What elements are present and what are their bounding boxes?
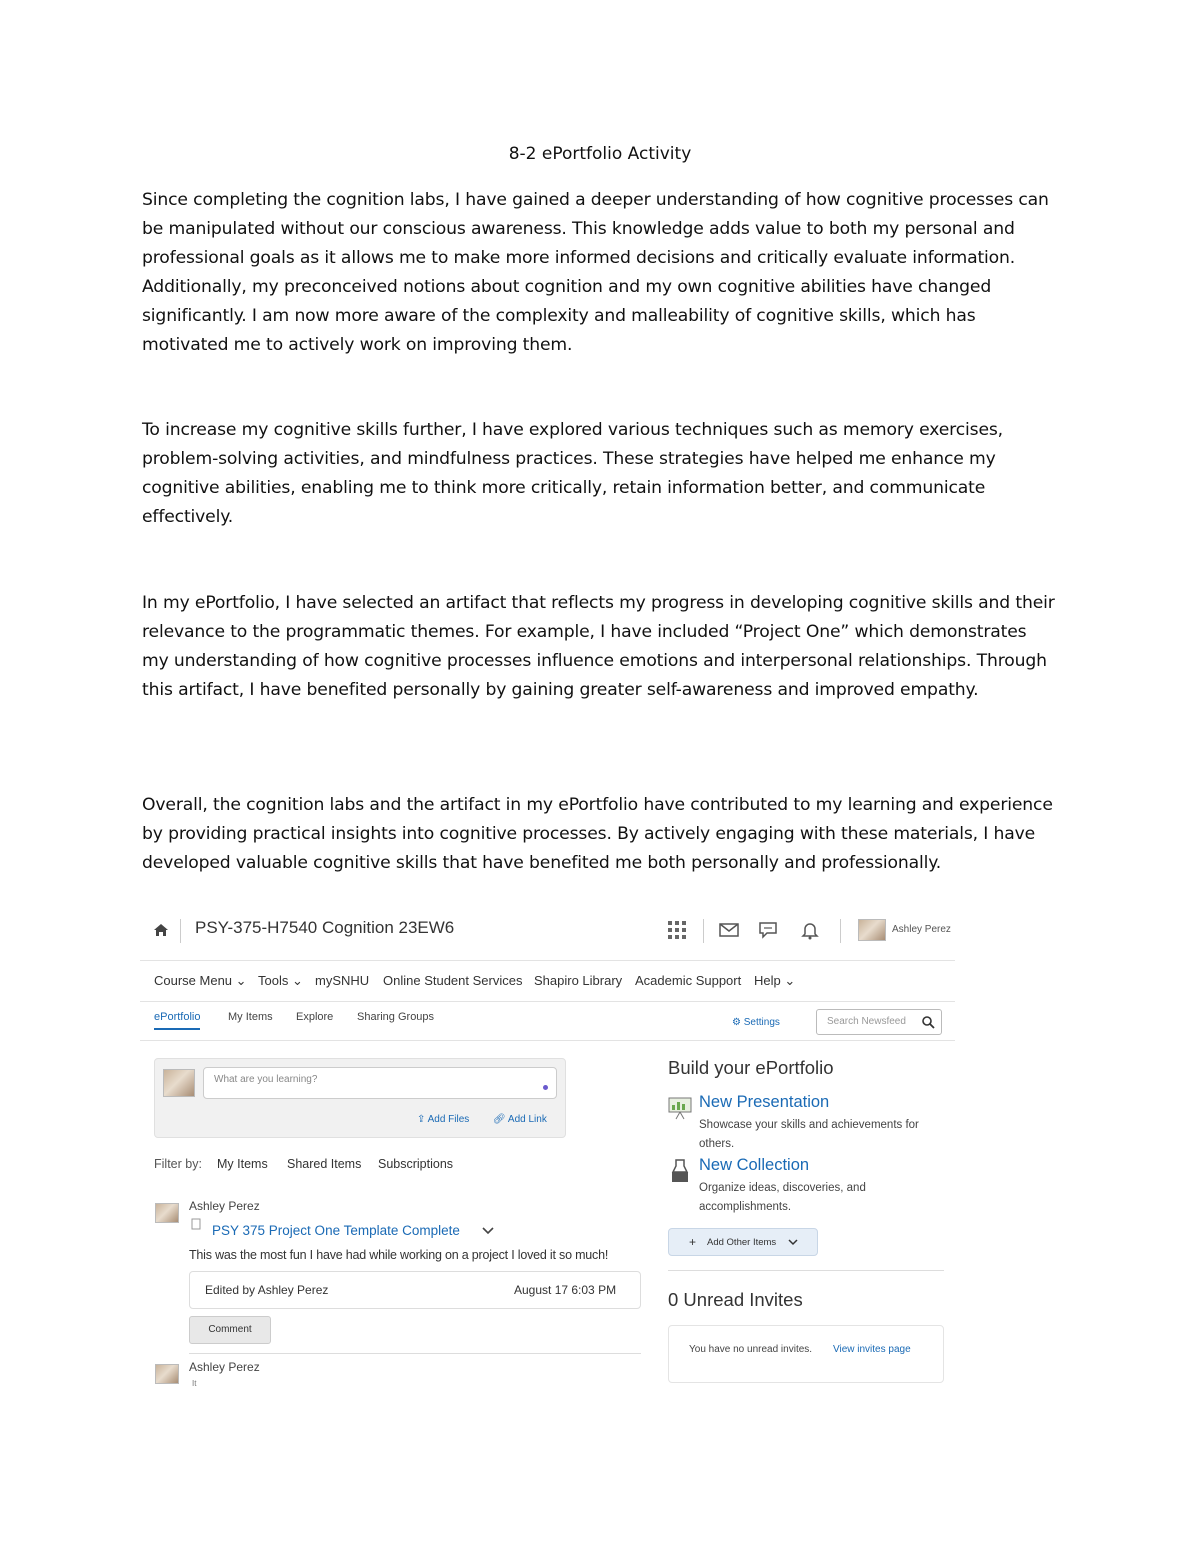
paragraph-2: To increase my cognitive skills further, I have explored various techniques such as memory exercises, problem-solving activities, and mindfulness practices. These strategies have helped me enhance my cognitive abilities, enabling me to think more critically, retain information better, and communicate effectively. — [142, 420, 1003, 527]
menu-help[interactable]: Help ⌄ — [754, 973, 796, 988]
menu-academic-support[interactable]: Academic Support — [635, 973, 742, 988]
divider — [189, 1353, 641, 1354]
divider — [840, 919, 841, 943]
home-icon[interactable] — [153, 922, 169, 938]
avatar[interactable] — [858, 919, 886, 941]
bell-icon[interactable] — [799, 919, 821, 941]
filter-shared-items[interactable]: Shared Items — [287, 1157, 362, 1171]
avatar — [155, 1364, 179, 1384]
presentation-icon — [667, 1095, 693, 1121]
avatar — [163, 1069, 195, 1097]
binder-clip-icon — [669, 1158, 691, 1184]
settings-label: Settings — [743, 1017, 780, 1028]
paragraph-1: Since completing the cognition labs, I have gained a deeper understanding of how cognitive processes can be manipulated without our conscious awareness. This knowledge adds value to both my personal and professional goals as it allows me to make more informed decisions and critically evaluate information. Additionally, my preconceived notions about cognition and my own cognitive abilities have changed significantly. I am now more aware of the complexity and malleability of cognitive skills, which has motivated me to actively work on improving them. — [142, 190, 1049, 355]
new-collection-link[interactable]: New Collection — [699, 1156, 810, 1174]
menu-shapiro-library[interactable]: Shapiro Library — [534, 973, 623, 988]
collection-description: Organize ideas, discoveries, and accomplishments. — [699, 1182, 866, 1213]
edit-info-box — [189, 1271, 641, 1309]
post-body: This was the most fun I have had while working on a project I loved it so much! — [189, 1248, 609, 1262]
upload-icon: ⇪ — [417, 1114, 428, 1125]
filter-my-items[interactable]: My Items — [217, 1157, 268, 1171]
build-eportfolio-heading: Build your ePortfolio — [668, 1057, 834, 1078]
menu-course-menu[interactable]: Course Menu ⌄ — [154, 973, 247, 988]
search-icon[interactable] — [921, 1015, 935, 1029]
presentation-description: Showcase your skills and achievements for others. — [699, 1119, 919, 1150]
compose-box — [154, 1058, 566, 1138]
add-files-button[interactable] — [417, 1114, 469, 1125]
mail-icon[interactable] — [718, 919, 740, 941]
add-link-label: Add Link — [507, 1114, 547, 1125]
tab-eportfolio[interactable]: ePortfolio — [154, 1011, 200, 1030]
top-bar — [140, 905, 955, 961]
menu-tools[interactable]: Tools ⌄ — [258, 973, 303, 988]
compose-placeholder: What are you learning? — [214, 1074, 318, 1085]
search-placeholder: Search Newsfeed — [827, 1016, 906, 1027]
gear-icon: ⚙ — [732, 1017, 741, 1028]
chevron-down-icon[interactable] — [482, 1227, 494, 1235]
comment-button[interactable]: Comment — [189, 1316, 271, 1344]
add-files-label: Add Files — [427, 1114, 470, 1125]
post-author[interactable]: Ashley Perez — [189, 1360, 260, 1374]
divider — [180, 919, 181, 943]
post-body: It — [192, 1379, 197, 1388]
course-title[interactable]: PSY-375-H7540 Cognition 23EW6 — [195, 918, 455, 937]
paragraph-3: In my ePortfolio, I have selected an artifact that reflects my progress in developing cognitive skills and their relevance to the programmatic themes. For example, I have included “Project One” which demonstrates my understanding of how cognitive processes influence emotions and interpersonal relationships. Through this artifact, I have benefited personally by gaining greater self-awareness and improved empathy. — [142, 593, 1055, 700]
plus-icon: + — [689, 1235, 697, 1249]
tab-my-items[interactable]: My Items — [228, 1011, 273, 1023]
chevron-down-icon — [788, 1239, 798, 1246]
divider — [703, 919, 704, 943]
course-menu-bar — [140, 961, 955, 1002]
status-dot — [543, 1085, 548, 1090]
chat-icon[interactable] — [757, 919, 779, 941]
document-title: 8-2 ePortfolio Activity — [508, 144, 692, 164]
user-name[interactable]: Ashley Perez — [892, 924, 951, 935]
post-title-link[interactable]: PSY 375 Project One Template Complete — [212, 1223, 460, 1238]
compose-input[interactable] — [203, 1067, 557, 1099]
edited-date: August 17 6:03 PM — [514, 1283, 617, 1297]
search-input[interactable] — [816, 1009, 942, 1035]
link-icon: 🔗︎ — [493, 1114, 508, 1125]
filter-label: Filter by: — [154, 1157, 202, 1171]
menu-mysnhu[interactable]: mySNHU — [315, 973, 370, 988]
menu-online-student-services[interactable]: Online Student Services — [383, 973, 523, 988]
unread-invites-heading: 0 Unread Invites — [668, 1289, 803, 1310]
document-icon — [191, 1218, 201, 1230]
paragraph-4: Overall, the cognition labs and the artifact in my ePortfolio have contributed to my learning and experience by providing practical insights into cognitive processes. By actively engaging with these materials, I have developed valuable cognitive skills that have benefited me both personally and professionally. — [142, 795, 1053, 873]
add-other-items-button[interactable] — [668, 1228, 818, 1256]
grid-icon[interactable] — [666, 919, 688, 941]
tab-sharing-groups[interactable]: Sharing Groups — [357, 1011, 435, 1023]
add-link-button[interactable] — [493, 1114, 547, 1125]
view-invites-link[interactable]: View invites page — [833, 1344, 911, 1355]
edited-by: Edited by Ashley Perez — [205, 1283, 329, 1297]
avatar — [155, 1203, 179, 1223]
tab-explore[interactable]: Explore — [296, 1011, 334, 1023]
invites-text: You have no unread invites. — [689, 1344, 813, 1355]
invites-box — [668, 1325, 944, 1383]
settings-button[interactable] — [732, 1017, 780, 1028]
add-other-label: Add Other Items — [707, 1237, 777, 1248]
divider — [668, 1270, 944, 1271]
post-author[interactable]: Ashley Perez — [189, 1199, 260, 1213]
embedded-screenshot — [140, 905, 955, 1390]
filter-subscriptions[interactable]: Subscriptions — [378, 1157, 454, 1171]
new-presentation-link[interactable]: New Presentation — [699, 1093, 830, 1111]
